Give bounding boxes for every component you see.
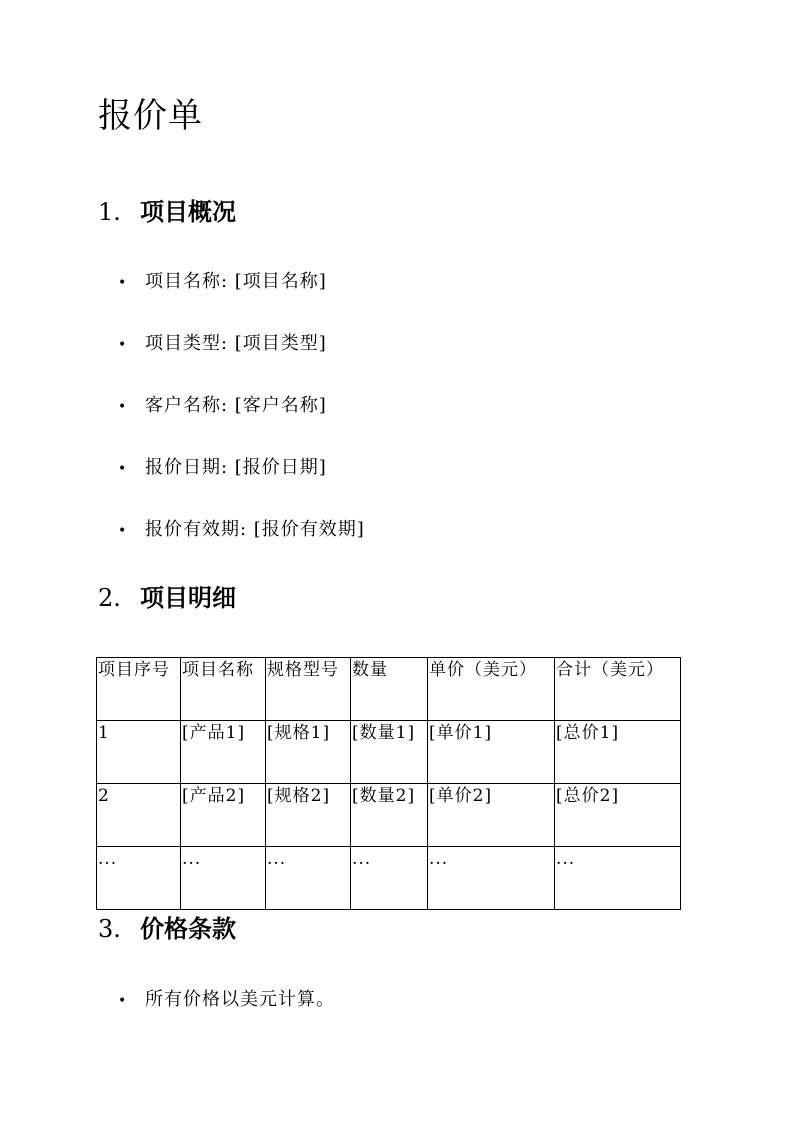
section-number: 3.	[98, 915, 121, 943]
section-heading-details	[98, 583, 236, 613]
table-header-cell: 合计（美元）	[555, 658, 681, 721]
table-cell: [单价2]	[428, 784, 555, 847]
table-cell: ...	[266, 847, 351, 910]
bullet-text: 项目名称: [项目名称]	[145, 271, 327, 292]
table-header-cell: 单价（美元）	[428, 658, 555, 721]
bullet-icon: •	[118, 399, 128, 415]
section-heading-price-terms	[98, 914, 236, 944]
table-cell: ...	[555, 847, 681, 910]
table-row	[97, 784, 681, 847]
table-cell: ...	[97, 847, 181, 910]
section-number: 2.	[98, 584, 121, 612]
table-cell: [数量1]	[351, 721, 428, 784]
bullet-project-type	[118, 332, 327, 357]
bullet-text: 项目类型: [项目类型]	[145, 333, 327, 354]
bullet-currency-term	[118, 988, 335, 1013]
section-title: 项目明细	[140, 583, 236, 612]
items-table	[96, 657, 681, 910]
bullet-icon: •	[118, 993, 128, 1009]
table-cell: [数量2]	[351, 784, 428, 847]
table-cell: ...	[428, 847, 555, 910]
bullet-icon: •	[118, 461, 128, 477]
bullet-text: 所有价格以美元计算。	[145, 989, 335, 1010]
table-row	[97, 721, 681, 784]
table-cell: [规格2]	[266, 784, 351, 847]
table-cell: [产品2]	[181, 784, 266, 847]
table-header-cell: 项目序号	[97, 658, 181, 721]
table-header-cell: 数量	[351, 658, 428, 721]
table-row	[97, 847, 681, 910]
table-header-cell: 规格型号	[266, 658, 351, 721]
bullet-client-name	[118, 394, 327, 419]
section-heading-overview	[98, 197, 236, 227]
bullet-icon: •	[118, 523, 128, 539]
bullet-quote-validity	[118, 518, 365, 543]
table-cell: [总价1]	[555, 721, 681, 784]
table-cell: [单价1]	[428, 721, 555, 784]
section-title: 项目概况	[140, 197, 236, 226]
table-cell: ...	[351, 847, 428, 910]
table-cell: 1	[97, 721, 181, 784]
bullet-project-name	[118, 270, 327, 295]
table-header-row	[97, 658, 681, 721]
table-cell: ...	[181, 847, 266, 910]
bullet-icon: •	[118, 337, 128, 353]
table-cell: 2	[97, 784, 181, 847]
page-title: 报价单	[98, 96, 203, 136]
section-title: 价格条款	[140, 914, 236, 943]
bullet-text: 报价日期: [报价日期]	[145, 457, 327, 478]
table-cell: [总价2]	[555, 784, 681, 847]
bullet-quote-date	[118, 456, 327, 481]
bullet-text: 报价有效期: [报价有效期]	[145, 519, 365, 540]
bullet-icon: •	[118, 275, 128, 291]
table-cell: [产品1]	[181, 721, 266, 784]
section-number: 1.	[98, 198, 121, 226]
table-cell: [规格1]	[266, 721, 351, 784]
bullet-text: 客户名称: [客户名称]	[145, 395, 327, 416]
table-header-cell: 项目名称	[181, 658, 266, 721]
